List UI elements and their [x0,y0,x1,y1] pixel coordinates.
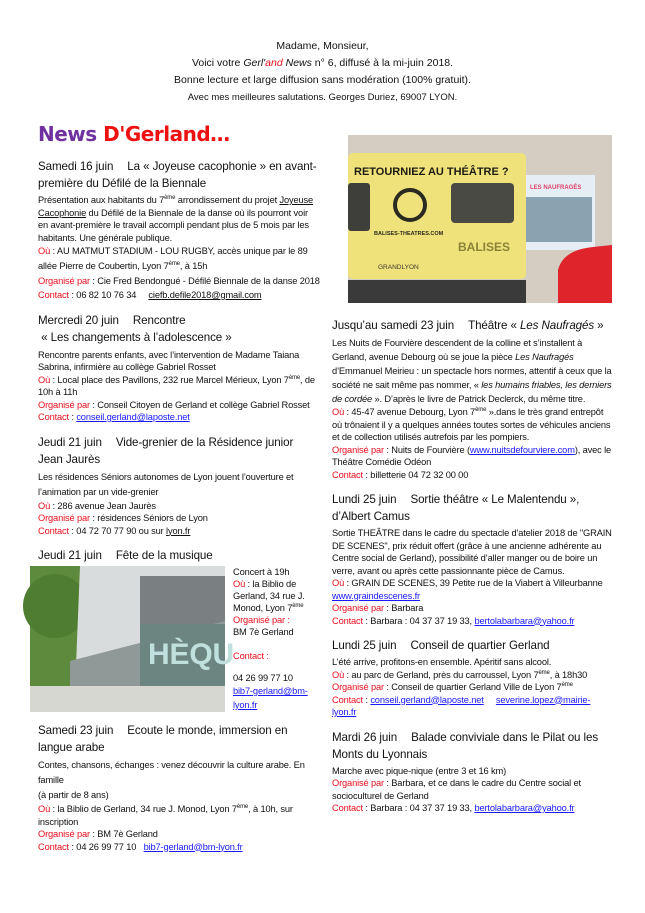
email-link[interactable]: bib7-gerland@bm-lyon.fr [233,686,308,710]
event-contact [38,841,320,854]
event-organizer [38,399,320,412]
event-organizer [38,274,320,289]
event-heading [332,637,614,654]
text: : Barbara [383,603,424,613]
event-date: Mercredi 20 juin [38,313,119,327]
intro [0,38,645,106]
title-part: D'Gerland… [103,122,230,146]
text: : 04 26 99 77 10 [69,841,137,852]
event-contact [332,802,614,815]
event-date: Samedi 23 juin [38,724,114,737]
text: : la Biblio de Gerland, 34 rue J. Monod, Lyon 7 [50,804,237,814]
event-organizer [233,614,318,638]
text: : 04 72 70 77 90 ou sur [69,525,167,536]
event-conseil-quartier [332,637,614,719]
text: les humains friables, les derniers de cordée [332,380,612,404]
event-adolescence [38,312,320,424]
text: ème [292,602,304,609]
label: Organisé par [38,829,90,839]
event-location [233,578,318,614]
signature: Avec mes meilleures salutations. Georges Duriez, 69007 LYON. [187,92,458,103]
event-location [38,500,320,513]
intro-line [0,55,645,72]
event-contact [233,650,318,662]
text: : [363,694,371,705]
event-balade-pilat [332,729,614,815]
event-description: L’été arrive, profitons-en ensemble. Apéritif sans alcool. [332,657,552,667]
text: : 286 avenue Jean Jaurès [50,500,156,511]
event-contact [332,615,614,628]
event-heading [38,722,320,756]
text: : la Biblio de Gerland, 34 rue J. Monod, Lyon 7 [233,579,305,613]
label: Où [38,374,51,385]
email-link[interactable]: bib7-gerland@bm-lyon.fr [143,841,243,852]
library-illustration [30,566,235,712]
text: » [594,319,604,332]
text: , à 10h, sur inscription [38,804,293,827]
label: Organisé par [38,513,90,523]
event-joyeuse-cacophonie [38,158,320,302]
event-description [332,336,614,406]
event-organizer [332,681,614,694]
event-title: Conseil de quartier Gerland [410,639,550,652]
event-subtitle: « Les changements à l’adolescence » [41,330,232,344]
label: Contact [233,651,264,661]
event-location [38,803,320,828]
text: d’Emmanuel Meirieu : un spectacle hors normes, attentif à ceux que la société ne sait même pas nommer, « [332,366,612,390]
label: Contact [38,525,69,536]
newsletter-title [38,120,320,148]
event-title: Les Naufragés [519,319,595,332]
event-heading [332,317,614,334]
fete-musique-row [30,566,320,712]
text: ème [168,260,180,267]
text: BM 7è Gerland [233,627,294,637]
text: , de 10h à 11h [38,374,315,397]
text: Les Naufragés [515,352,574,362]
label: Où [233,579,246,589]
event-title: Balade conviviale dans le Pilat ou les Monts du Lyonnais [332,730,599,761]
email-link[interactable]: conseil.gerland@laposte.net [76,412,190,422]
event-ecoute-le-monde [38,722,320,853]
text: News [282,57,312,69]
label: Contact [38,290,69,300]
theatre-bus-photo [348,135,612,303]
event-title: Fête de la musique [115,549,213,562]
label: Contact [332,803,363,813]
event-date: Samedi 16 juin [38,160,114,173]
email-link[interactable]: severine.lopez@mairie-lyon.fr [332,694,591,717]
text: , à 18h30 [549,669,588,680]
event-description [38,194,320,244]
project-link[interactable]: Joyeuse Cacophonie [38,195,314,218]
poster-title: LES NAUFRAGÉS [530,185,582,191]
label: Contact [332,694,363,705]
label: Organisé par [332,444,384,455]
event-title: La « Joyeuse cacophonie » en avant-première du Défilé de la Biennale [38,160,317,190]
event-les-naufrages [332,317,614,481]
label: Où [332,578,345,588]
event-organizer [332,444,614,469]
event-heading [332,729,614,763]
text: : billetterie 04 72 32 00 00 [363,469,469,480]
text: : GRAIN DE SCENES, 39 Petite rue de la Viabert à Villeurbanne [344,578,603,588]
event-fete-musique [38,547,320,712]
event-title: Rencontre [132,313,186,327]
email-link[interactable]: bertolabarbara@yahoo.fr [474,803,575,813]
text: , à 15h [179,261,208,271]
event-date: Mardi 26 juin [332,730,398,744]
email-link[interactable]: conseil.gerland@laposte.net [370,694,484,705]
text: : Cie Fred Bendongué - Défilé Biennale de la danse 2018 [89,276,320,286]
event-organizer [332,777,614,802]
label: Contact [332,469,363,480]
event-contact [332,469,614,482]
event-date: Jusqu’au samedi 23 juin [332,319,455,332]
website-link[interactable]: www.nuitsdefourviere.com [469,444,575,455]
intro-line: Bonne lecture et large diffusion sans modération (100% gratuit). [174,74,471,86]
event-title: Vide-grenier de la Résidence junior Jean Jaurès [38,435,294,466]
event-location [332,406,614,444]
phone: 04 26 99 77 10 [233,673,293,683]
label: Contact [38,412,69,422]
text: : Barbara, et ce dans le cadre du Centre social et socioculturel de Gerland [332,778,581,801]
text: : Conseil de quartier Gerland Ville de Lyon 7 [383,682,562,692]
event-date: Lundi 25 juin [332,493,397,506]
email-link[interactable]: bertolabarbara@yahoo.fr [474,615,575,626]
text: : Conseil Citoyen de Gerland et collège Gabriel Rosset [89,399,310,410]
text: : Barbara : 04 37 37 19 33, [363,615,475,626]
event-organizer [332,602,614,615]
text: ème [475,406,487,413]
event-location [332,577,614,590]
text: du Défilé de la Biennale de la danse où ils pourront voir en avant-première le travail accompli pendant plus de 5 mois par les habitants. Une générale publique. [38,207,309,243]
label: Contact [38,841,69,852]
bus-illustration [348,135,612,303]
text: : [264,651,269,661]
event-organizer [38,828,320,841]
event-description: Marche avec pique-nique (entre 3 et 16 km) [332,765,507,776]
event-fete-musique-details [233,566,318,712]
text: n° 6, diffusé à la mi-juin 2018. [311,57,454,69]
text: arrondissement du projet [175,195,280,205]
label: Où [38,500,51,511]
event-age: (à partir de 8 ans) [38,790,109,800]
event-title: Théâtre « [468,319,520,332]
bus-brand: BALISES [458,240,511,254]
event-heading [38,434,320,468]
event-date: Lundi 25 juin [332,639,397,652]
event-date: Jeudi 21 juin [38,435,102,449]
text: : AU MATMUT STADIUM - LOU RUGBY, accès unique par le 89 allée Pierre de Coubertin, Lyon 7 [38,246,308,271]
event-location [332,669,614,682]
event-heading [38,312,320,346]
text: ), avec le Théâtre Comédie Odéon [332,444,612,467]
right-column [332,135,614,825]
text: : [284,615,290,625]
text: ème [236,803,249,810]
label: Organisé par [38,276,90,286]
library-sign: HÈQU [148,638,235,671]
text: ème [164,194,176,201]
event-location [38,374,320,399]
event-contact [38,525,320,538]
event-contact: Contact : conseil.gerland@laposte.net [38,412,190,422]
website-link[interactable]: lyon.fr [166,525,191,536]
event-description: Sortie THEÂTRE dans le cadre du spectacle d'atelier 2018 de "GRAIN DE SCENES", prix réduit offert (grâce à une ancienne adhérente au Centre social de Gerland), possibilité d’aller manger ou de boire un verre, avant ou après cette passionnante pièce de Camus. [332,528,612,576]
event-description: Les résidences Séniors autonomes de Lyon jouent l’ouverture et l’animation par un vide-grenier [38,471,294,497]
label: Où [332,407,345,417]
bus-website: BALISES-THEATRES.COM [374,231,444,237]
text: : résidences Séniors de Lyon [89,513,208,523]
bus-sponsor: GRANDLYON [378,264,419,271]
label: Où [38,246,51,256]
event-description: Rencontre parents enfants, avec l’intervention de Madame Taiana Sabrina, infirmière au collège Gabriel Rosset [38,349,300,372]
event-heading [332,491,614,525]
event-vide-grenier [38,434,320,538]
label: Organisé par [332,778,384,788]
library-photo [30,566,235,712]
text: and [265,57,283,69]
event-title: Sortie théâtre « Le Malentendu », d’Albert Camus [332,493,580,523]
text: : Nuits de Fourvière ( [383,444,470,455]
label: Organisé par [233,615,285,625]
bus-slogan: RETOURNIEZ AU THÉÂTRE ? [354,166,509,178]
event-contact [332,694,614,719]
text: ème [288,374,301,381]
text: Gerl' [243,57,266,69]
label: Où [38,804,51,814]
text: : Local place des Pavillons, 232 rue Marcel Mérieux, Lyon 7 [50,374,289,385]
event-heading [38,547,320,564]
event-heading [38,158,320,192]
event-contact [38,289,320,302]
event-description: Contes, chansons, échanges : venez découvrir la culture arabe. En famille [38,760,305,785]
text: Voici votre [191,57,244,69]
label: Où [332,669,345,680]
text: Présentation aux habitants du 7 [38,195,165,205]
title-part: News [38,122,104,146]
greeting: Madame, Monsieur, [276,40,369,52]
text: ème [561,681,573,688]
label: Contact [332,615,363,626]
event-date: Jeudi 21 juin [38,549,102,562]
text: : BM 7è Gerland [89,829,158,839]
label: Organisé par [38,399,90,410]
label: Organisé par [332,682,384,692]
event-title: Ecoute le monde, immersion en langue arabe [38,724,288,754]
text: : au parc de Gerland, près du carroussel, Lyon 7 [344,669,539,680]
text: : 45-47 avenue Debourg, Lyon 7 [344,407,476,417]
text: : 06 82 10 76 34 [69,290,137,300]
website-link[interactable]: www.graindescenes.fr [332,590,420,601]
text: ».dans le très grand entrepôt où trônaient il y a quelques années toutes sortes de véhicules anciens et de collection utilisés autrefois par les pompiers. [332,407,611,442]
text: ème [538,669,550,676]
event-location [38,244,320,274]
label: Organisé par [332,603,384,613]
email-link[interactable]: ciefb.defile2018@gmail.com [148,290,262,300]
text: ». D’après le livre de Patrick Declerck, du même titre. [372,394,586,404]
event-le-malentendu [332,491,614,627]
text: Les Nuits de Fourvière descendent de la colline et s’installent à Gerland, avenue Debourg où se joue la pièce [332,338,583,362]
text: : Barbara : 04 37 37 19 33, [363,803,475,813]
event-organizer [38,512,320,525]
event-description: Concert à 19h [233,567,290,577]
left-column [38,120,320,863]
